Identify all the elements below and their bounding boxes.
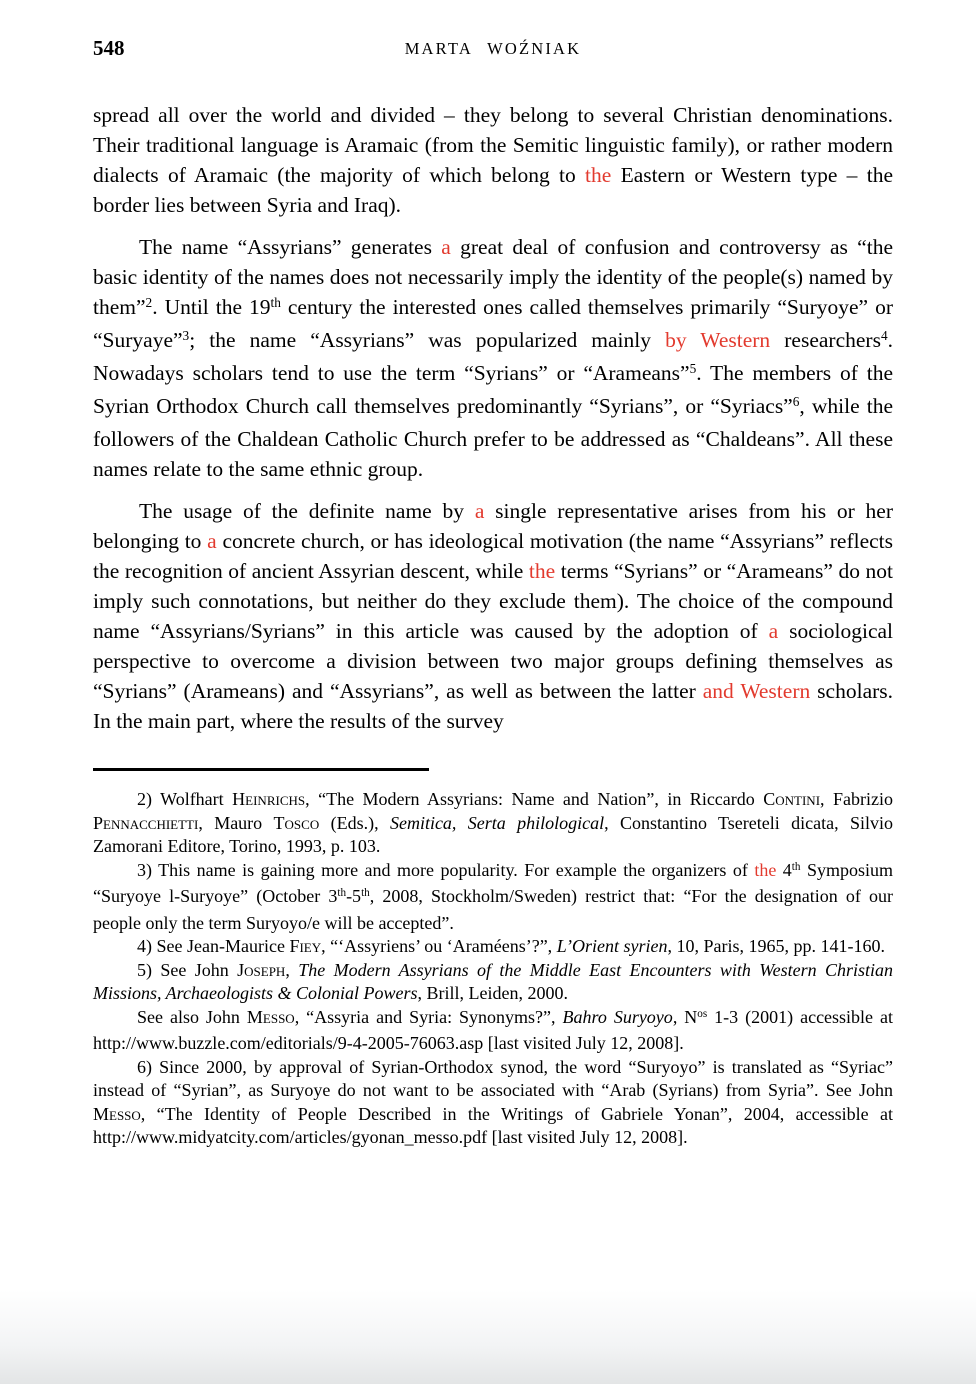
footnote: 3) This name is gaining more and more popularity. For example the organizers of the 4th Symposium “Suryoye l-Suryoye” (October 3th-5th, 2008, Stockholm/Sweden) restrict that: “For the designation of our people only the term Suryoyo/e will be accepted”.	[93, 859, 893, 933]
page-number: 548	[93, 36, 125, 60]
footnote: 2) Wolfhart Heinrichs, “The Modern Assyrians: Name and Nation”, in Riccardo Contini, Fabrizio Pennacchietti, Mauro Tosco (Eds.), Semitica, Serta philological, Constantino Tsereteli dicata, Silvio Zamorani Editore, Torino, 1993, p. 103.	[93, 789, 893, 856]
footnote-separator-rule	[93, 768, 429, 771]
paragraph: The usage of the definite name by a single representative arises from his or her belonging to a concrete church, or has ideological motivation (the name “Assyrians” reflects the recognition of ancient Assyrian descent, while the terms “Syrians” or “Arameans” do not imply such connotations, but neither do they exclude them). The choice of the compound name “Assyrians/Syrians” in this article was caused by the adoption of a sociological perspective to overcome a division between two major groups defining themselves as “Syrians” (Arameans) and “Assyrians”, as well as between the latter and Western scholars. In the main part, where the results of the survey	[93, 499, 894, 733]
footnote: 5) See John Joseph, The Modern Assyrians of the Middle East Encounters with Western Christian Missions, Archaeologists & Colonial Powers, Brill, Leiden, 2000.	[93, 959, 894, 1003]
running-head: MARTA WOŹNIAK	[404, 39, 582, 58]
page-header	[93, 36, 893, 62]
body-text	[93, 100, 893, 736]
paragraph: The name “Assyrians” generates a great deal of confusion and controversy as “the basic identity of the names does not necessarily imply the identity of the people(s) named by them”$^2$. Until the 19th century the interested ones called themselves primarily “Suryoye” or “Suryaye”$^3$; the name “Assyrians” was popularized mainly by Western researchers$^4$. Nowadays scholars tend to use the term “Syrians” or “Arameans”$^5$. The members of the Syrian Orthodox Church call themselves predominantly “Syrians”, or “Syriacs”$^6$, while the followers of the Chaldean Catholic Church prefer to be addressed as “Chaldeans”. All these names relate to the same ethnic group.	[93, 235, 893, 481]
footnote: See also John Messo, “Assyria and Syria: Synonyms?”, Bahro Suryoyo, $N^{os}$ 1-3 (2001) accessible at http://www.buzzle.com/editorials/9-4-2005-76063.asp [last visited July 12, 2008].	[93, 1006, 894, 1053]
paragraph: spread all over the world and divided – they belong to several Christian denominations. Their traditional language is Aramaic (from the Semitic linguistic family), or rather modern dialects of Aramaic (the majority of which belong to the Eastern or Western type – the border lies between Syria and Iraq).	[93, 103, 893, 217]
footnotes	[93, 788, 893, 1150]
footnote: 4) See Jean-Maurice Fiey, “‘Assyriens’ ou ‘Araméens’?”, L’Orient syrien, 10, Paris, 1965, pp. 141-160.	[137, 936, 886, 956]
footnote: 6) Since 2000, by approval of Syrian-Orthodox synod, the word “Suryoyo” is translated as “Syriac” instead of “Syrian”, as Suryoye do not want to be associated with “Arab (Syrians) from Syria”. See John Messo, “The Identity of People Described in the Writings of Gabriele Yonan”, 2004, accessible at http://www.midyatcity.com/articles/gyonan_messo.pdf [last visited July 12, 2008].	[93, 1056, 893, 1147]
